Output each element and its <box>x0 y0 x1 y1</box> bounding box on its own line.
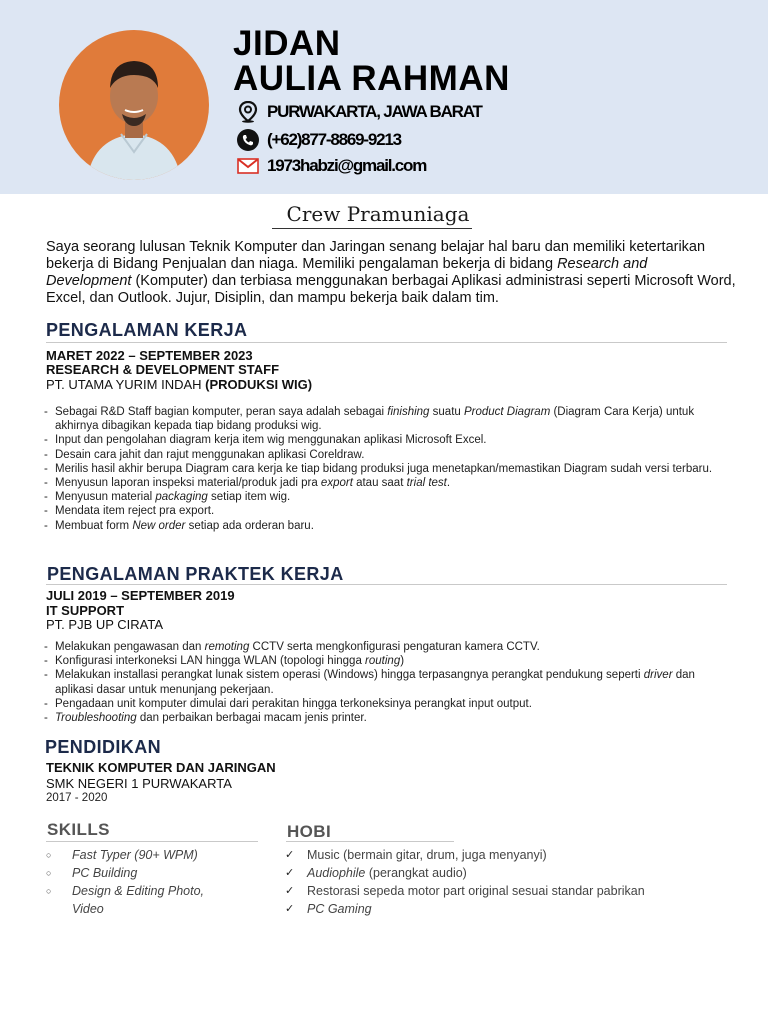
hobby-text: Restorasi sepeda motor part original sesuai standar pabrikan <box>307 884 645 898</box>
job-title: Crew Pramuniaga <box>286 202 470 226</box>
skill-item: ○ Design & Editing Photo, <box>46 882 266 900</box>
experience-divider <box>46 342 727 343</box>
education-years: 2017 - 2020 <box>46 792 108 804</box>
bullet-text: Membuat form <box>55 519 133 532</box>
bullet-text: (Diagram Cara Kerja) untuk akhirnya dibagikan kepada tiap bidang produksi wig. <box>55 406 695 433</box>
skill-item: Video <box>72 902 104 916</box>
bullet-text: Menyusun laporan inspeksi material/produk jadi pra <box>55 477 321 490</box>
bullet-text: finishing <box>387 406 430 418</box>
bullet-text: Konfigurasi interkoneksi LAN hingga WLAN (topologi hingga <box>55 655 366 668</box>
experience-heading: PENGALAMAN KERJA <box>46 320 248 340</box>
experience-company <box>46 377 312 392</box>
skill-item: ○ PC Building <box>46 864 266 882</box>
hobby-italic: Audiophile <box>307 866 366 880</box>
summary-paragraph <box>46 239 736 307</box>
bullet-text: Menyusun material <box>55 491 156 504</box>
bullet-item <box>44 654 734 668</box>
experience-period: MARET 2022 – SEPTEMBER 2023 <box>46 348 253 363</box>
person-avatar-icon <box>59 30 209 180</box>
bullet-text: trial test <box>406 477 447 490</box>
bullet-item <box>44 711 734 725</box>
contact-phone <box>236 129 401 151</box>
summary-italic: Research and Development <box>46 256 648 289</box>
bullet-text: Melakukan installasi perangkat lunak sistem operasi (Windows) hingga terpasangnya perangkat pendukung seperti <box>55 669 644 682</box>
bullet-text: packaging <box>155 491 208 504</box>
hobby-item <box>285 846 725 864</box>
bullet-item <box>44 519 734 533</box>
hobby-italic: PC Gaming <box>307 902 372 916</box>
education-school: SMK NEGERI 1 PURWAKARTA <box>46 776 232 791</box>
bullet-text: Melakukan pengawasan dan <box>55 641 205 653</box>
bullet-text: routing <box>365 655 401 668</box>
bullet-item <box>44 504 734 518</box>
bullet-item <box>44 697 734 711</box>
bullet-text: Pengadaan unit komputer dimulai dari perakitan hingga terkoneksinya perangkat input output. <box>55 697 532 710</box>
internship-bullet-list <box>44 640 734 725</box>
experience-bullet-list <box>44 405 734 533</box>
email-text[interactable]: 1973habzi@gmail.com <box>267 156 427 175</box>
bullet-text: ) <box>400 655 405 668</box>
mail-icon <box>236 155 260 177</box>
bullet-text: Input dan pengolahan diagram kerja item wig menggunakan aplikasi Microsoft Excel. <box>55 434 487 447</box>
bullet-text: . <box>446 477 451 490</box>
bullet-text: setiap ada orderan baru. <box>185 519 314 532</box>
education-major: TEKNIK KOMPUTER DAN JARINGAN <box>46 760 276 775</box>
bullet-text: Troubleshooting <box>55 712 137 725</box>
hobby-item <box>285 864 725 882</box>
summary-text-1: Saya seorang lulusan Teknik Komputer dan Jaringan senang belajar hal baru dan memiliki ketertarikan bekerja di Bidang Penjualan dan niaga. Memiliki pengalaman bekerja di bidang <box>46 239 706 272</box>
bullet-text: Sebagai R&D Staff bagian komputer, peran saya adalah sebagai <box>55 406 388 418</box>
name-line-2: AULIA RAHMAN <box>233 59 510 98</box>
bullet-text: setiap item wig. <box>207 491 291 504</box>
hobbies-heading: HOBI <box>287 822 332 841</box>
internship-company: PT. PJB UP CIRATA <box>46 617 164 632</box>
bullet-text: export <box>320 477 353 490</box>
bullet-text: CCTV serta mengkonfigurasi pengaturan kamera CCTV. <box>249 641 540 653</box>
company-note: (PRODUKSI WIG) <box>205 377 313 392</box>
bullet-text: New order <box>132 519 186 532</box>
location-pin-icon <box>236 101 260 123</box>
skills-list <box>46 846 266 918</box>
bullet-text: Mendata item reject pra export. <box>55 505 215 518</box>
bullet-text: Product Diagram <box>463 406 551 418</box>
bullet-item <box>44 405 734 433</box>
hobbies-divider <box>286 841 454 842</box>
bullet-text: driver <box>643 669 673 682</box>
internship-heading: PENGALAMAN PRAKTEK KERJA <box>47 564 344 584</box>
hobby-text: (perangkat audio) <box>365 866 467 880</box>
contact-location <box>236 101 482 123</box>
bullet-text: atau saat <box>352 477 407 490</box>
internship-role: IT SUPPORT <box>46 603 125 618</box>
job-title-underline <box>272 228 472 229</box>
experience-role: RESEARCH & DEVELOPMENT STAFF <box>46 362 280 377</box>
full-name <box>233 26 510 96</box>
bullet-text: Merilis hasil akhir berupa Diagram cara kerja ke tiap bidang produksi juga menetapkan/memastikan Diagram sudah versi terbaru. <box>55 462 713 475</box>
hobby-text: Music (bermain gitar, drum, juga menyanyi) <box>307 848 547 862</box>
education-heading: PENDIDIKAN <box>45 737 162 757</box>
bullet-text: suatu <box>429 406 464 418</box>
skill-item: ○ Fast Typer (90+ WPM) <box>46 846 266 864</box>
skills-divider <box>46 841 258 842</box>
bullet-text: remoting <box>204 641 250 653</box>
profile-photo <box>59 30 209 180</box>
bullet-item <box>44 433 734 447</box>
bullet-item <box>44 490 734 504</box>
phone-icon <box>236 129 260 151</box>
internship-period: JULI 2019 – SEPTEMBER 2019 <box>46 588 235 603</box>
skills-heading: SKILLS <box>47 820 110 839</box>
bullet-item <box>44 448 734 462</box>
hobby-item <box>285 882 725 900</box>
hobby-item <box>285 900 725 918</box>
bullet-text: dan perbaikan berbagai macam jenis printer. <box>136 712 367 725</box>
bullet-item <box>44 476 734 490</box>
location-text: PURWAKARTA, JAWA BARAT <box>267 102 482 121</box>
hobbies-list <box>285 846 725 918</box>
bullet-item <box>44 462 734 476</box>
contact-email <box>236 155 426 177</box>
bullet-text: Desain cara jahit dan rajut menggunakan aplikasi Coreldraw. <box>55 448 365 461</box>
phone-text: (+62)877-8869-9213 <box>267 130 401 149</box>
bullet-item <box>44 668 734 696</box>
internship-divider <box>46 584 727 585</box>
company-name: PT. UTAMA YURIM INDAH <box>46 377 206 392</box>
name-line-1: JIDAN <box>233 24 341 63</box>
bullet-text: dan aplikasi dasar untuk menunjang pekerjaan. <box>55 669 695 696</box>
bullet-item <box>44 640 734 654</box>
summary-text-2: (Komputer) dan terbiasa menggunakan berbagai Aplikasi administrasi seperti Microsoft Word, Excel, dan Outlook. Jujur, Disiplin, dan mampu bekerja baik dalam tim. <box>46 273 736 306</box>
